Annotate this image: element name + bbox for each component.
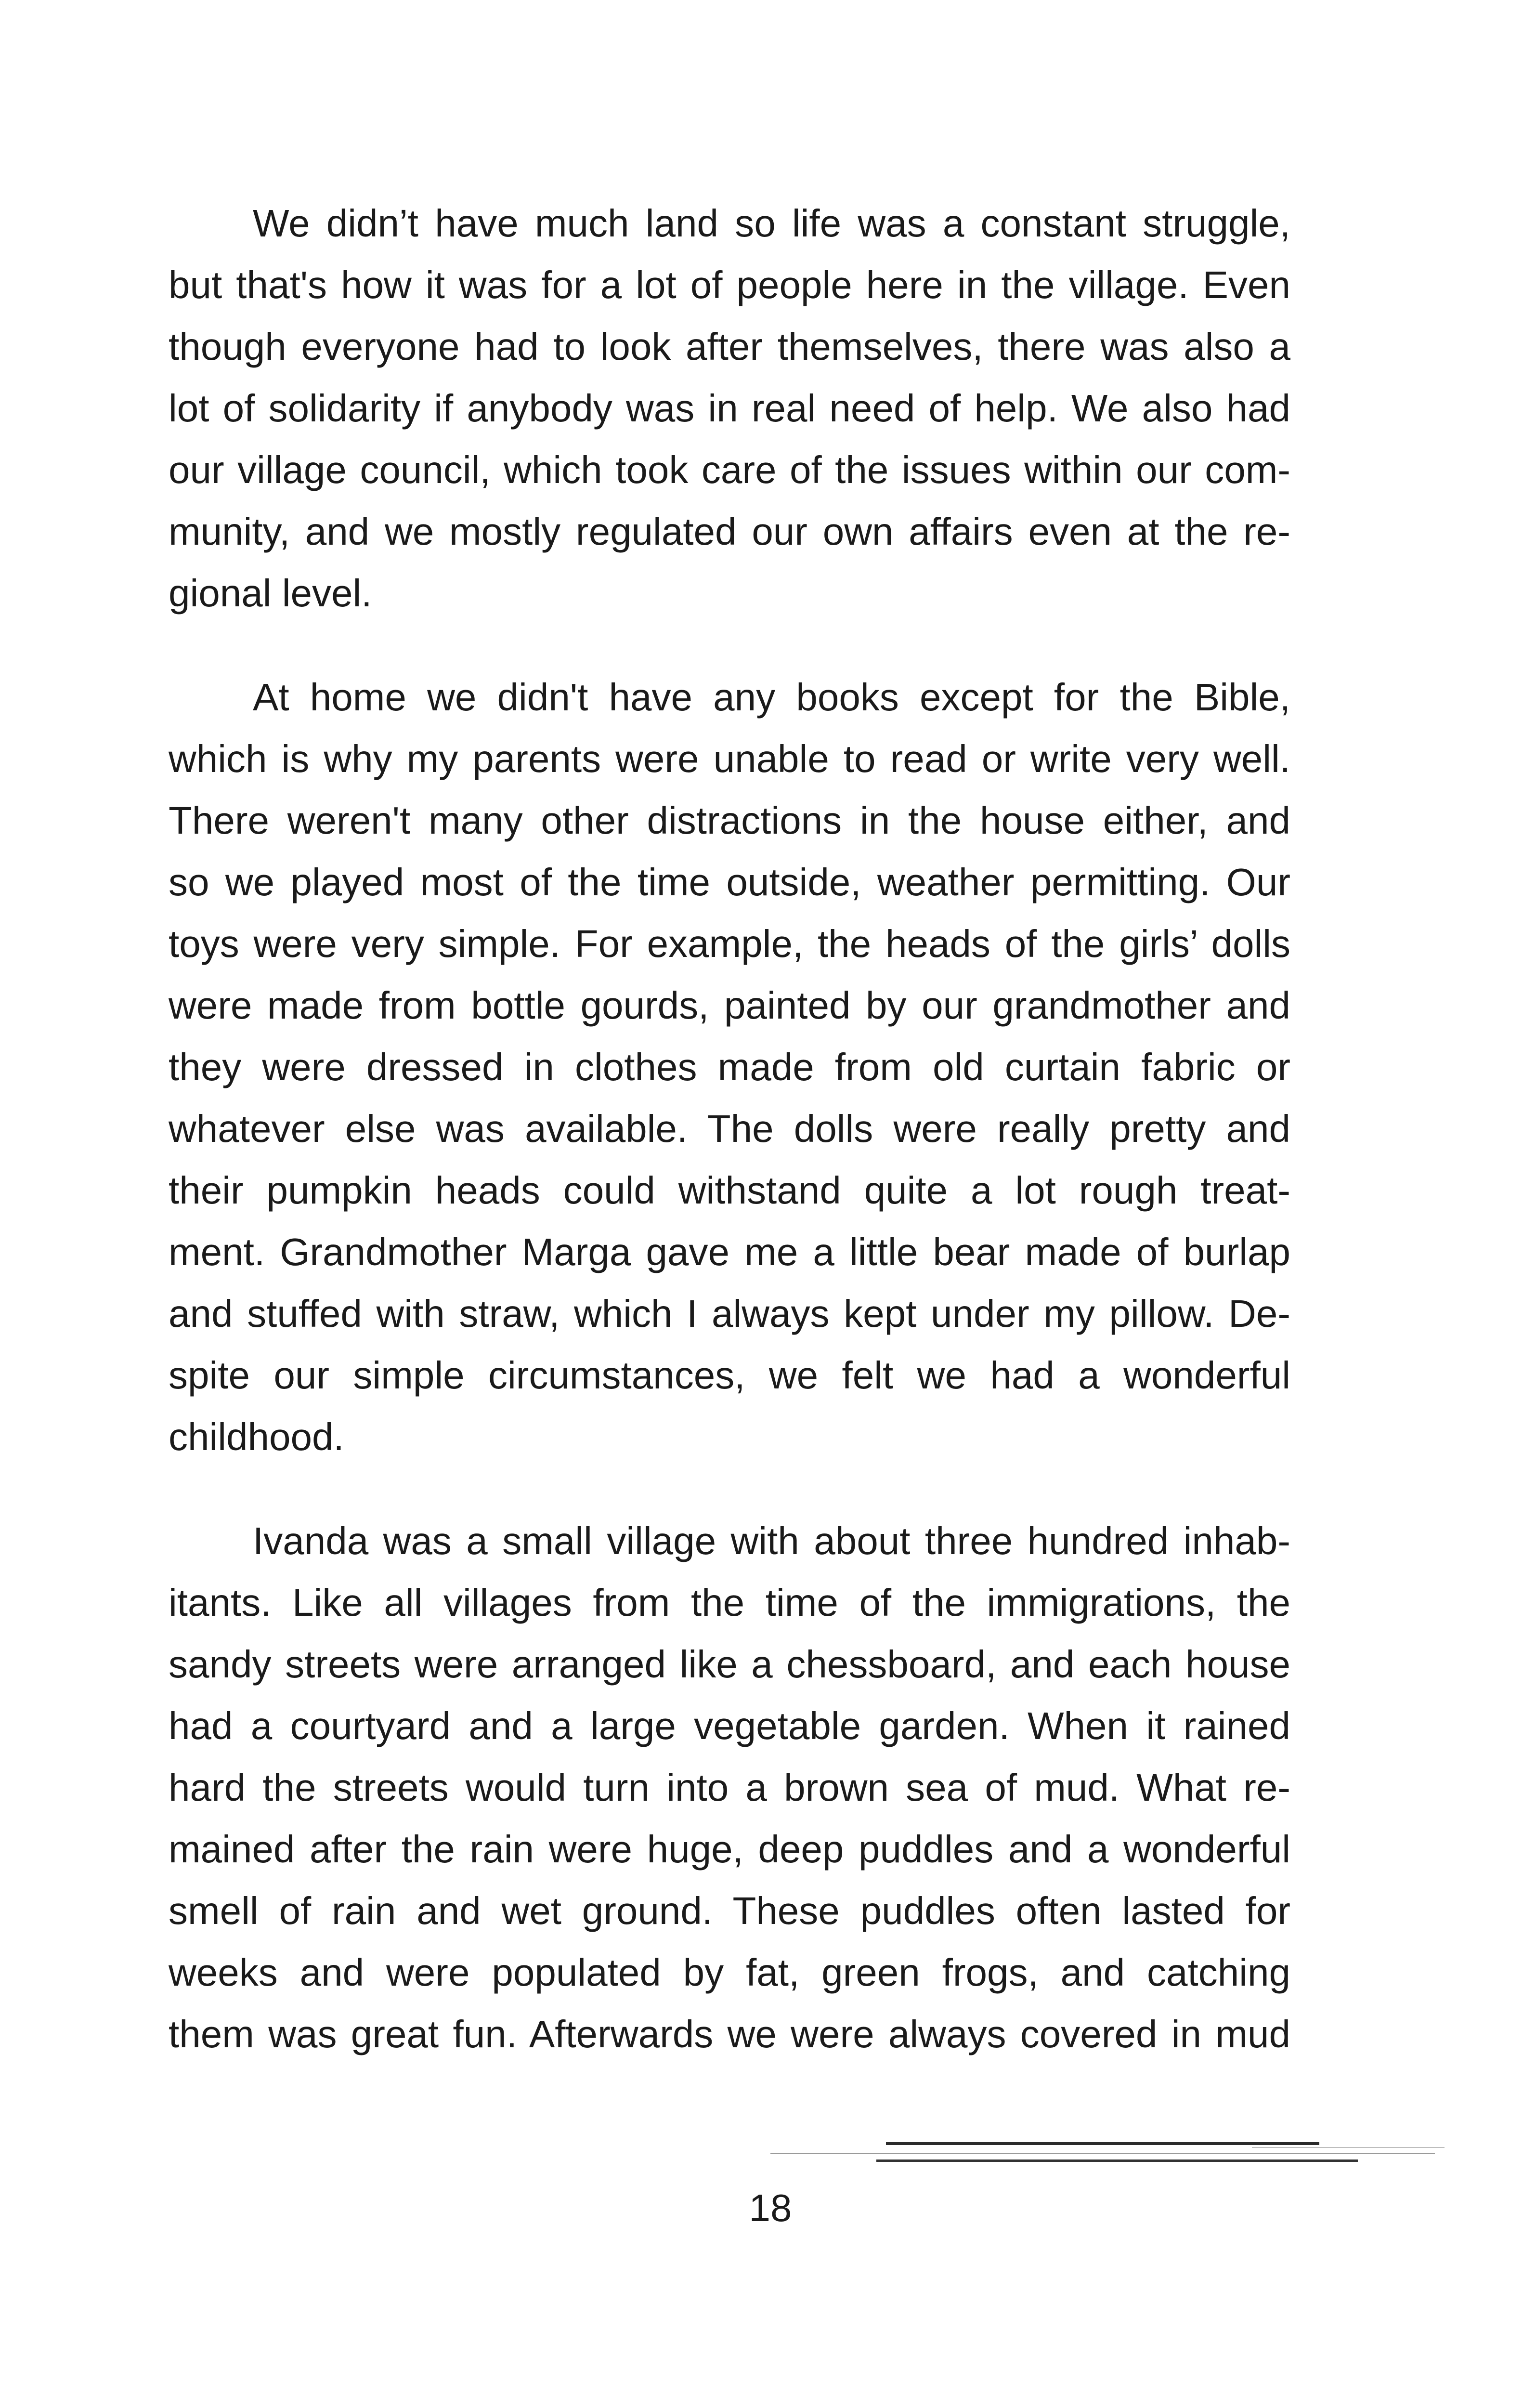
paragraph-1-line-2: but that's how it was for a lot of people here in the village. Even (169, 263, 1290, 306)
footer-rule (770, 2153, 1435, 2154)
paragraph-2-line-5: toys were very simple. For example, the heads of the girls’ dolls (169, 922, 1290, 965)
footer-rule (876, 2159, 1358, 2162)
paragraph-3-line-7: smell of rain and wet ground. These puddles often lasted for (169, 1889, 1290, 1932)
paragraph-2-line-2: which is why my parents were unable to read or write very well. (169, 737, 1290, 780)
paragraph-gap (169, 1468, 1290, 1510)
paragraph-3-line-6: mained after the rain were huge, deep puddles and a wonderful (169, 1828, 1290, 1871)
footer-rule (1252, 2147, 1445, 2148)
paragraph-3-line-8: weeks and were populated by fat, green frogs, and catching (169, 1951, 1290, 1994)
paragraph-1-line-7: gional level. (169, 572, 372, 615)
paragraph-3-line-1: Ivanda was a small village with about three hundred inhab- (253, 1519, 1290, 1562)
body-text (169, 193, 1290, 2065)
paragraph-2-line-13: childhood. (169, 1415, 344, 1458)
paragraph-2-line-6: were made from bottle gourds, painted by our grandmother and (169, 984, 1290, 1027)
paragraph-gap (169, 624, 1290, 667)
paragraph-1-line-1: We didn’t have much land so life was a constant struggle, (253, 202, 1290, 245)
paragraph-3-line-3: sandy streets were arranged like a chessboard, and each house (169, 1643, 1290, 1686)
paragraph-1-line-4: lot of solidarity if anybody was in real need of help. We also had (169, 387, 1290, 430)
paragraph-2-line-12: spite our simple circumstances, we felt we had a wonderful (169, 1354, 1290, 1397)
paragraph-2-line-10: ment. Grandmother Marga gave me a little bear made of burlap (169, 1230, 1290, 1273)
paragraph-2-line-11: and stuffed with straw, which I always kept under my pillow. De- (169, 1292, 1290, 1335)
paragraph-1-line-5: our village council, which took care of the issues within our com- (169, 448, 1290, 491)
paragraph-2-line-8: whatever else was available. The dolls were really pretty and (169, 1107, 1290, 1150)
paragraph-2-line-4: so we played most of the time outside, weather permitting. Our (169, 861, 1290, 903)
page-number: 18 (749, 2186, 792, 2229)
paragraph-3-line-4: had a courtyard and a large vegetable garden. When it rained (169, 1704, 1290, 1747)
paragraph-2-line-7: they were dressed in clothes made from old curtain fabric or (169, 1046, 1290, 1088)
paragraph-2-line-9: their pumpkin heads could withstand quite a lot rough treat- (169, 1169, 1290, 1212)
paragraph-3-line-5: hard the streets would turn into a brown sea of mud. What re- (169, 1766, 1290, 1809)
paragraph-3-line-2: itants. Like all villages from the time of the immigrations, the (169, 1581, 1290, 1624)
paragraph-1-line-6: munity, and we mostly regulated our own affairs even at the re- (169, 510, 1290, 553)
paragraph-3-line-9: them was great fun. Afterwards we were always covered in mud (169, 2013, 1290, 2055)
footer-rule (886, 2142, 1319, 2145)
paragraph-2-line-3: There weren't many other distractions in the house either, and (169, 799, 1290, 842)
paragraph-2-line-1: At home we didn't have any books except for the Bible, (253, 676, 1290, 719)
paragraph-1-line-3: though everyone had to look after themselves, there was also a (169, 325, 1290, 368)
